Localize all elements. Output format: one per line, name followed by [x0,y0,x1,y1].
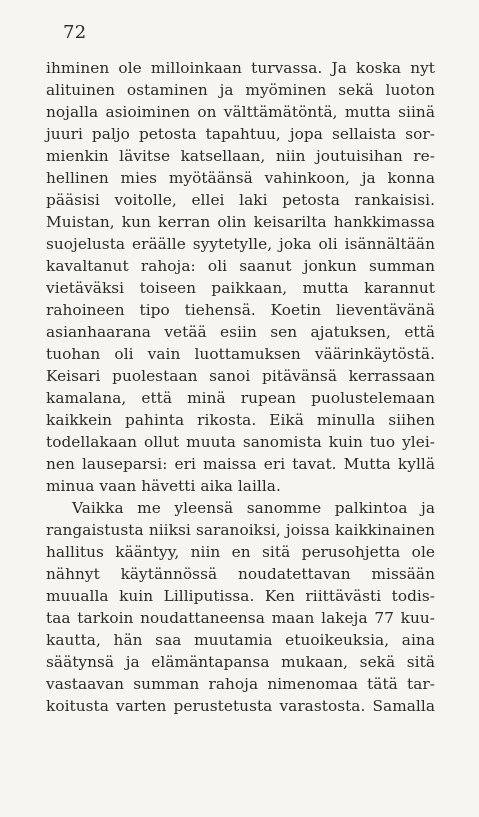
text-line: pääsisi voitolle, ellei laki petosta rankaisisi. [46,191,435,209]
text-line: hellinen mies myötäänsä vahinkoon, ja konna [46,169,435,187]
text-line: alituinen ostaminen ja myöminen sekä luoton [46,81,435,99]
body-text [46,57,435,717]
text-line: nojalla asioiminen on välttämätöntä, mutta siinä [46,103,435,121]
text-line: kaikkein pahinta rikosta. Eikä minulla siihen [46,411,435,429]
text-line: taa tarkoin noudattaneensa maan lakeja 77 kuu- [46,609,435,627]
text-line: minua vaan hävetti aika lailla. [46,477,281,495]
text-line: ihminen ole milloinkaan turvassa. Ja koska nyt [46,59,435,77]
text-line: Keisari puolestaan sanoi pitävänsä kerrassaan [46,367,435,385]
text-line: rangaistusta niiksi saranoiksi, joissa kaikkinainen [46,521,435,539]
text-line: nen lauseparsi: eri maissa eri tavat. Mutta kyllä [46,455,435,473]
page-number: 72 [63,22,87,43]
text-line: suojelusta eräälle syytetylle, joka oli isännältään [46,235,435,253]
text-line: mienkin lävitse katsellaan, niin joutuisihan re- [46,147,435,165]
text-line: juuri paljo petosta tapahtuu, jopa sellaista sor- [46,125,435,143]
text-line: nähnyt käytännössä noudatettavan missään [46,565,435,583]
text-line: Muistan, kun kerran olin keisarilta hankkimassa [46,213,435,231]
text-line: todellakaan ollut muuta sanomista kuin tuo ylei- [46,433,435,451]
text-line: kautta, hän saa muutamia etuoikeuksia, aina [46,631,435,649]
text-line: rahoineen tipo tiehensä. Koetin lieventävänä [46,301,435,319]
text-line: säätynsä ja elämäntapansa mukaan, sekä sitä [46,653,435,671]
text-line: kamalana, että minä rupean puolustelemaan [46,389,435,407]
text-line: hallitus kääntyy, niin en sitä perusohjetta ole [46,543,435,561]
text-line: koitusta varten perustetusta varastosta. Samalla [46,697,435,715]
text-line: asianhaarana vetää esiin sen ajatuksen, että [46,323,435,341]
text-line: kavaltanut rahoja: oli saanut jonkun summan [46,257,435,275]
text-line: vastaavan summan rahoja nimenomaa tätä tar- [46,675,435,693]
text-line: tuohan oli vain luottamuksen väärinkäytöstä. [46,345,435,363]
text-line: Vaikka me yleensä sanomme palkintoa ja [72,499,435,517]
text-line: vietäväksi toiseen paikkaan, mutta karannut [46,279,435,297]
text-line: muualla kuin Lilliputissa. Ken riittävästi todis- [46,587,435,605]
